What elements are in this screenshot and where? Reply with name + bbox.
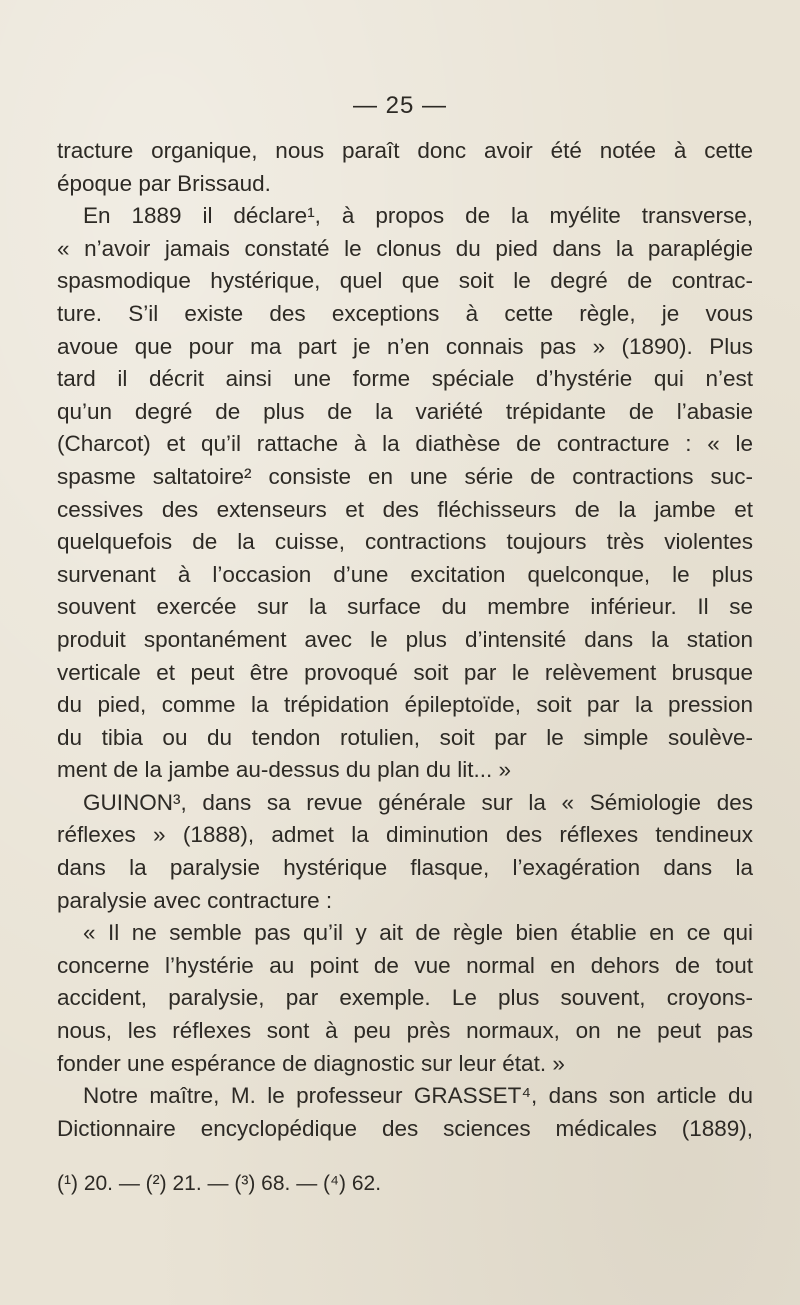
text-line: spasme saltatoire² consiste en une série de contractions suc-	[57, 463, 753, 489]
text-line: (Charcot) et qu’il rattache à la diathèse de contracture : « le	[57, 431, 753, 457]
text-line: du tibia ou du tendon rotulien, soit par le simple soulève-	[57, 724, 753, 750]
text-line: « Il ne semble pas qu’il y ait de règle bien établie en ce qui	[83, 920, 753, 946]
text-line: « n’avoir jamais constaté le clonus du pied dans la paraplégie	[57, 235, 753, 261]
text-line: fonder une espérance de diagnostic sur leur état. »	[57, 1050, 565, 1076]
text-line: réflexes » (1888), admet la diminution des réflexes tendineux	[57, 822, 753, 848]
text-line: époque par Brissaud.	[57, 170, 271, 196]
text-line: quelquefois de la cuisse, contractions toujours très violentes	[57, 529, 753, 555]
footnotes: (¹) 20. — (²) 21. — (³) 68. — (⁴) 62.	[57, 1172, 382, 1195]
text-line: paralysie avec contracture :	[57, 887, 333, 913]
text-line: du pied, comme la trépidation épileptoïde, soit par la pression	[57, 692, 753, 718]
text-line: GUINON³, dans sa revue générale sur la « Sémiologie des	[83, 789, 753, 815]
text-line: Notre maître, M. le professeur GRASSET⁴, dans son article du	[83, 1083, 753, 1109]
text-line: Dictionnaire encyclopédique des sciences médicales (1889),	[57, 1115, 753, 1141]
text-line: cessives des extenseurs et des fléchisseurs de la jambe et	[57, 496, 753, 522]
text-line: nous, les réflexes sont à peu près normaux, on ne peut pas	[57, 1018, 753, 1044]
text-line: souvent exercée sur la surface du membre inférieur. Il se	[57, 594, 753, 620]
text-line: avoue que pour ma part je n’en connais pas » (1890). Plus	[57, 333, 753, 359]
body-text	[57, 135, 753, 1145]
text-line: spasmodique hystérique, quel que soit le degré de contrac-	[57, 268, 753, 294]
text-line: tard il décrit ainsi une forme spéciale d’hystérie qui n’est	[57, 366, 753, 392]
text-line: En 1889 il déclare¹, à propos de la myélite transverse,	[83, 203, 753, 229]
text-line: verticale et peut être provoqué soit par le relèvement brusque	[57, 659, 753, 685]
text-line: ment de la jambe au-dessus du plan du lit... »	[57, 757, 512, 783]
text-line: produit spontanément avec le plus d’intensité dans la station	[57, 626, 753, 652]
text-line: accident, paralysie, par exemple. Le plus souvent, croyons-	[57, 985, 753, 1011]
text-line: concerne l’hystérie au point de vue normal en dehors de tout	[57, 952, 753, 978]
text-line: dans la paralysie hystérique flasque, l’exagération dans la	[57, 855, 753, 881]
text-line: survenant à l’occasion d’une excitation quelconque, le plus	[57, 561, 753, 587]
text-line: ture. S’il existe des exceptions à cette règle, je vous	[57, 300, 753, 326]
text-line: qu’un degré de plus de la variété trépidante de l’abasie	[57, 398, 753, 424]
page-number: — 25 —	[352, 92, 448, 119]
text-line: tracture organique, nous paraît donc avoir été notée à cette	[57, 138, 753, 163]
